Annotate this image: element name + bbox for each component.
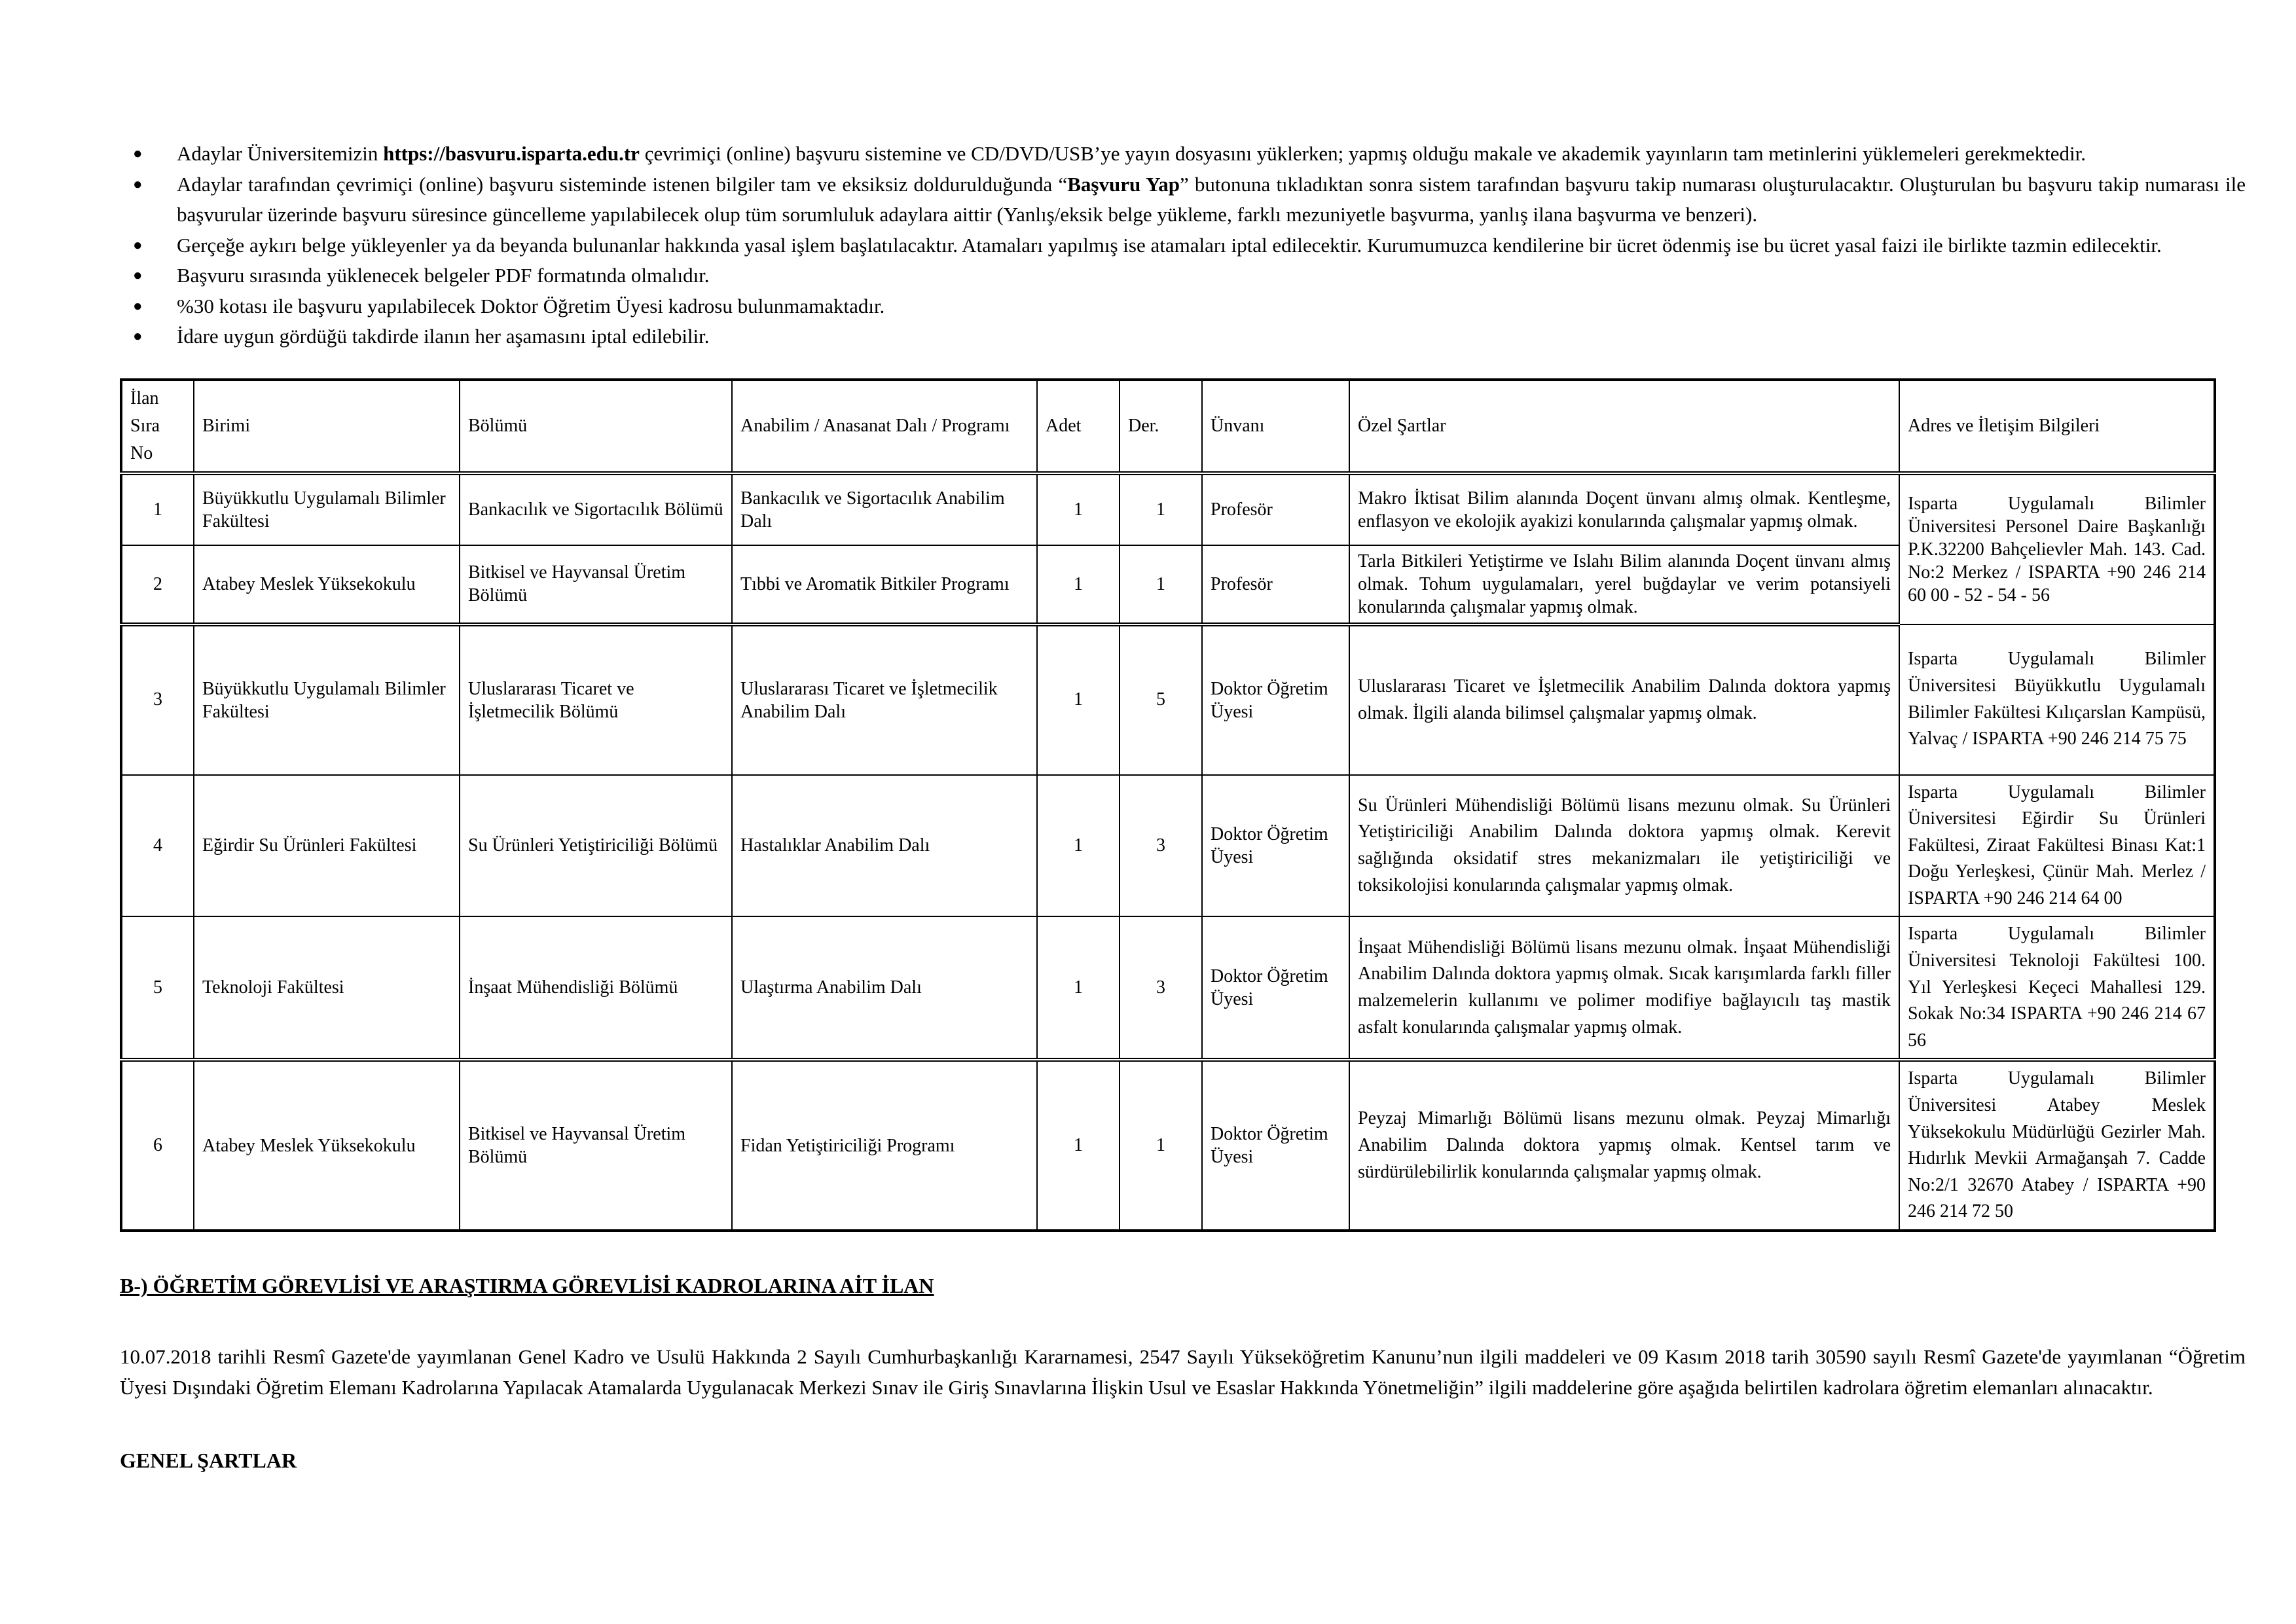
cell-adet: 1	[1037, 916, 1120, 1060]
cell-adres: Isparta Uygulamalı Bilimler Üniversitesi Personel Daire Başkanlığı P.K.32200 Bahçelievler Mah. 143. Cad. No:2 Merkez / ISPARTA +90 246 214 60 00 - 52 - 54 - 56	[1899, 473, 2215, 624]
table-row	[121, 1060, 2215, 1231]
cell-unvan: Doktor Öğretim Üyesi	[1202, 775, 1349, 917]
cell-adet: 1	[1037, 624, 1120, 775]
header-anabilim: Anabilim / Anasanat Dalı / Programı	[732, 380, 1037, 473]
cell-unvan: Profesör	[1202, 545, 1349, 624]
cell-anabilim: Ulaştırma Anabilim Dalı	[732, 916, 1037, 1060]
header-ozel-sartlar: Özel Şartlar	[1349, 380, 1899, 473]
bullet-text	[177, 261, 2246, 291]
bullet-text-pre: %30 kotası ile başvuru yapılabilecek Doktor Öğretim Üyesi kadrosu bulunmamaktadır.	[177, 294, 885, 317]
bullet-text	[177, 291, 2246, 322]
cell-ozel-sartlar: Tarla Bitkileri Yetiştirme ve Islahı Bilim alanında Doçent ünvanı almış olmak. Tohum uygulamaları, yerel buğdaylar ve verim potansiyeli konularında çalışmalar yapmış olmak.	[1349, 545, 1899, 624]
cell-unvan: Doktor Öğretim Üyesi	[1202, 916, 1349, 1060]
cell-no: 4	[121, 775, 194, 917]
cell-der: 1	[1120, 1060, 1202, 1231]
bullet-text-pre: Gerçeğe aykırı belge yükleyenler ya da beyanda bulunanlar hakkında yasal işlem başlatılacaktır. Atamaları yapılmış ise atamaları iptal edilecektir. Kurumumuzca kendilerine bir ücret ödenmiş ise bu ücret yasal faizi ile birlikte tazmin edilecektir.	[177, 233, 2162, 257]
cell-birimi: Atabey Meslek Yüksekokulu	[194, 1060, 460, 1231]
bullet-text	[177, 139, 2246, 170]
cell-no: 3	[121, 624, 194, 775]
header-adet: Adet	[1037, 380, 1120, 473]
page-content	[120, 139, 2246, 1476]
bullet-icon: ●	[133, 297, 143, 315]
bullet-text-post: çevrimiçi (online) başvuru sistemine ve CD/DVD/USB’ye yayın dosyasını yüklerken; yapmış olduğu makale ve akademik yayınların tam metinlerini yüklemeleri gerekmektedir.	[639, 142, 2086, 165]
bullet-text-pre: Adaylar Üniversitemizin	[177, 142, 384, 165]
cell-anabilim: Uluslararası Ticaret ve İşletmecilik Anabilim Dalı	[732, 624, 1037, 775]
table-header-row	[121, 380, 2215, 473]
cell-adet: 1	[1037, 775, 1120, 917]
cell-birimi: Büyükkutlu Uygulamalı Bilimler Fakültesi	[194, 624, 460, 775]
positions-table	[120, 378, 2216, 1233]
cell-der: 3	[1120, 916, 1202, 1060]
header-adres: Adres ve İletişim Bilgileri	[1899, 380, 2215, 473]
cell-ozel-sartlar: İnşaat Mühendisliği Bölümü lisans mezunu olmak. İnşaat Mühendisliği Anabilim Dalında doktora yapmış olmak. Sıcak karışımlarda farklı filler malzemelerin kullanımı ve polimer modifiye bağlayıcılı taş mastik asfalt konularında çalışmalar yapmış olmak.	[1349, 916, 1899, 1060]
cell-ozel-sartlar: Makro İktisat Bilim alanında Doçent ünvanı almış olmak. Kentleşme, enflasyon ve ekolojik ayakizi konularında çalışmalar yapmış olmak.	[1349, 473, 1899, 545]
cell-der: 1	[1120, 545, 1202, 624]
cell-der: 3	[1120, 775, 1202, 917]
cell-adres: Isparta Uygulamalı Bilimler Üniversitesi Büyükkutlu Uygulamalı Bilimler Fakültesi Kılıçarslan Kampüsü, Yalvaç / ISPARTA +90 246 214 75 75	[1899, 624, 2215, 775]
bullet-icon: ●	[133, 267, 143, 284]
bullet-text-bold: https://basvuru.isparta.edu.tr	[383, 142, 640, 165]
cell-bolumu: Bankacılık ve Sigortacılık Bölümü	[460, 473, 732, 545]
cell-anabilim: Tıbbi ve Aromatik Bitkiler Programı	[732, 545, 1037, 624]
table-row	[121, 775, 2215, 917]
genel-sartlar-heading: GENEL ŞARTLAR	[120, 1449, 297, 1472]
bullet-item	[120, 230, 2246, 261]
cell-no: 6	[121, 1060, 194, 1231]
bullet-icon: ●	[133, 175, 143, 193]
cell-adres: Isparta Uygulamalı Bilimler Üniversitesi Eğirdir Su Ürünleri Fakültesi, Ziraat Fakültesi Binası Kat:1 Doğu Yerleşkesi, Çünür Mah. Merlez / ISPARTA +90 246 214 64 00	[1899, 775, 2215, 917]
cell-anabilim: Hastalıklar Anabilim Dalı	[732, 775, 1037, 917]
cell-der: 1	[1120, 473, 1202, 545]
cell-adet: 1	[1037, 1060, 1120, 1231]
table-row	[121, 624, 2215, 775]
cell-bolumu: Su Ürünleri Yetiştiriciliği Bölümü	[460, 775, 732, 917]
section-b-heading: B-) ÖĞRETİM GÖREVLİSİ VE ARAŞTIRMA GÖREVLİSİ KADROLARINA AİT İLAN	[120, 1274, 934, 1297]
cell-birimi: Atabey Meslek Yüksekokulu	[194, 545, 460, 624]
bullet-text	[177, 321, 2246, 352]
cell-der: 5	[1120, 624, 1202, 775]
bullet-text-pre: Başvuru sırasında yüklenecek belgeler PDF formatında olmalıdır.	[177, 264, 710, 287]
bullet-item	[120, 261, 2246, 291]
header-der: Der.	[1120, 380, 1202, 473]
table-row	[121, 473, 2215, 545]
cell-ozel-sartlar: Su Ürünleri Mühendisliği Bölümü lisans mezunu olmak. Su Ürünleri Yetiştiriciliği Anabilim Dalında doktora yapmış olmak. Kerevit sağlığında oksidatif stres mekanizmaları ile yetiştiriciliği ve toksikolojisi konularında çalışmalar yapmış olmak.	[1349, 775, 1899, 917]
bullet-icon: ●	[133, 328, 143, 345]
cell-anabilim: Fidan Yetiştiriciliği Programı	[732, 1060, 1037, 1231]
cell-unvan: Doktor Öğretim Üyesi	[1202, 624, 1349, 775]
header-bolumu: Bölümü	[460, 380, 732, 473]
cell-no: 5	[121, 916, 194, 1060]
bullet-item	[120, 170, 2246, 230]
bullet-text	[177, 170, 2246, 230]
bullet-text-pre: Adaylar tarafından çevrimiçi (online) başvuru sisteminde istenen bilgiler tam ve eksiksiz doldurulduğunda “	[177, 172, 1068, 196]
cell-unvan: Profesör	[1202, 473, 1349, 545]
bullet-text-post: ” butonuna tıkladıktan sonra sistem tarafından başvuru takip numarası oluşturulacaktır. Oluşturulan bu başvuru takip numarası ile başvurular üzerinde başvuru süresince güncelleme yapılabilecek olup tüm sorumluluk adaylara aittir (Yanlış/eksik belge yükleme, farklı mezuniyetle başvurma, yanlış ilana başvurma ve benzeri).	[177, 172, 2246, 226]
cell-birimi: Teknoloji Fakültesi	[194, 916, 460, 1060]
cell-birimi: Büyükkutlu Uygulamalı Bilimler Fakültesi	[194, 473, 460, 545]
bullet-icon: ●	[133, 145, 143, 162]
cell-ozel-sartlar: Peyzaj Mimarlığı Bölümü lisans mezunu olmak. Peyzaj Mimarlığı Anabilim Dalında doktora yapmış olmak. Kentsel tarım ve sürdürülebilirlik konularında çalışmalar yapmış olmak.	[1349, 1060, 1899, 1231]
header-birimi: Birimi	[194, 380, 460, 473]
cell-no: 2	[121, 545, 194, 624]
cell-bolumu: Bitkisel ve Hayvansal Üretim Bölümü	[460, 545, 732, 624]
bullet-item	[120, 291, 2246, 322]
header-ilan-sira-no: İlan Sıra No	[121, 380, 194, 473]
bullet-item	[120, 321, 2246, 352]
cell-ozel-sartlar: Uluslararası Ticaret ve İşletmecilik Anabilim Dalında doktora yapmış olmak. İlgili alanda bilimsel çalışmalar yapmış olmak.	[1349, 624, 1899, 775]
cell-adres: Isparta Uygulamalı Bilimler Üniversitesi Teknoloji Fakültesi 100. Yıl Yerleşkesi Keçeci Mahallesi 129. Sokak No:34 ISPARTA +90 246 214 67 56	[1899, 916, 2215, 1060]
bullet-text	[177, 230, 2246, 261]
bullet-item	[120, 139, 2246, 170]
cell-adet: 1	[1037, 473, 1120, 545]
cell-bolumu: İnşaat Mühendisliği Bölümü	[460, 916, 732, 1060]
cell-unvan: Doktor Öğretim Üyesi	[1202, 1060, 1349, 1231]
bullet-icon: ●	[133, 236, 143, 254]
cell-anabilim: Bankacılık ve Sigortacılık Anabilim Dalı	[732, 473, 1037, 545]
notice-bullet-list	[120, 139, 2246, 352]
cell-no: 1	[121, 473, 194, 545]
cell-adet: 1	[1037, 545, 1120, 624]
bullet-text-bold: Başvuru Yap	[1067, 172, 1180, 196]
bullet-text-pre: İdare uygun gördüğü takdirde ilanın her aşamasını iptal edilebilir.	[177, 325, 710, 348]
header-unvani: Ünvanı	[1202, 380, 1349, 473]
cell-birimi: Eğirdir Su Ürünleri Fakültesi	[194, 775, 460, 917]
cell-bolumu: Bitkisel ve Hayvansal Üretim Bölümü	[460, 1060, 732, 1231]
cell-bolumu: Uluslararası Ticaret ve İşletmecilik Bölümü	[460, 624, 732, 775]
section-b-paragraph: 10.07.2018 tarihli Resmî Gazete'de yayımlanan Genel Kadro ve Usulü Hakkında 2 Sayılı Cumhurbaşkanlığı Kararnamesi, 2547 Sayılı Yükseköğretim Kanunu’nun ilgili maddeleri ve 09 Kasım 2018 tarih 30590 sayılı Resmî Gazete'de yayımlanan “Öğretim Üyesi Dışındaki Öğretim Elemanı Kadrolarına Yapılacak Atamalarda Uygulanacak Merkezi Sınav ile Giriş Sınavlarına İlişkin Usul ve Esaslar Hakkında Yönetmeliğin” ilgili maddelerine göre aşağıda belirtilen kadrolara öğretim elemanları alınacaktır.	[120, 1345, 2246, 1399]
table-row	[121, 916, 2215, 1060]
cell-adres: Isparta Uygulamalı Bilimler Üniversitesi Atabey Meslek Yüksekokulu Müdürlüğü Gezirler Mah. Hıdırlık Mevkii Armağanşah 7. Cadde No:2/1 32670 Atabey / ISPARTA +90 246 214 72 50	[1899, 1060, 2215, 1231]
